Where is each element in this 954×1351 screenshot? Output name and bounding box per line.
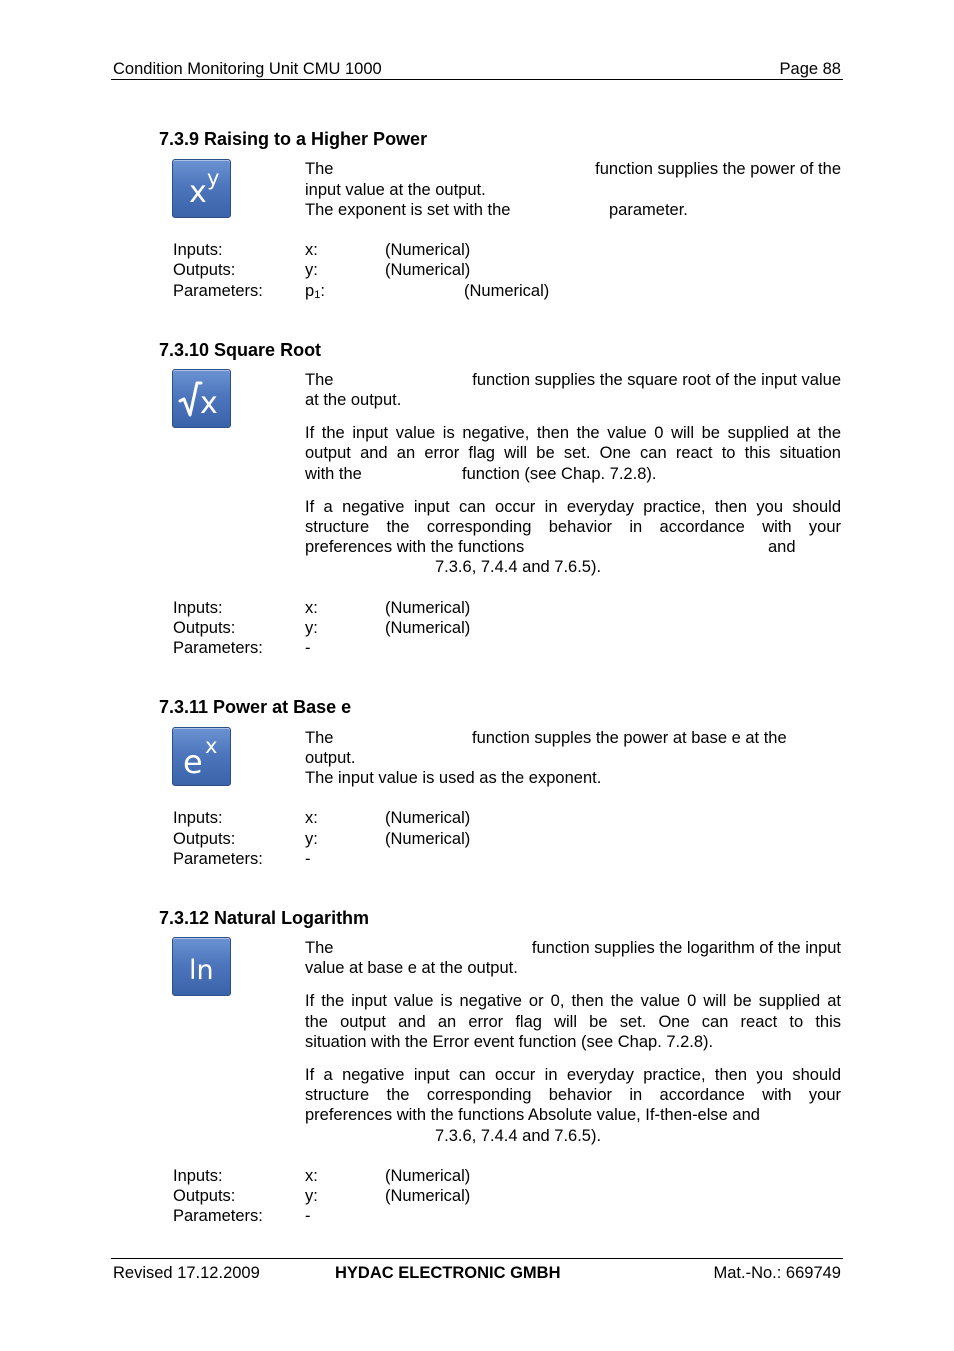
section-heading-7-3-10: 7.3.10 Square Root xyxy=(159,340,322,360)
exponential-e-x-icon xyxy=(172,727,231,786)
paragraph: output and an error flag will be set. One can react to this situation xyxy=(305,444,841,462)
header-title: Condition Monitoring Unit CMU 1000 xyxy=(113,60,382,78)
io-label: Parameters: xyxy=(173,282,263,300)
section-heading-7-3-9: 7.3.9 Raising to a Higher Power xyxy=(159,129,428,149)
svg-text:x: x xyxy=(205,734,218,758)
header-rule xyxy=(111,79,843,80)
paragraph: If a negative input can occur in everyday practice, then you should xyxy=(305,1066,841,1084)
io-var: x: xyxy=(305,1167,318,1185)
text-line: preferences with the functions xyxy=(305,538,525,556)
paragraph: structure the corresponding behavior in accordance with your xyxy=(305,518,841,536)
text-line: 7.3.6, 7.4.4 and 7.6.5). xyxy=(435,1127,602,1145)
text-line: The exponent is set with the xyxy=(305,201,511,219)
footer-matno: Mat.-No.: 669749 xyxy=(713,1264,841,1282)
text-line: function supplies the logarithm of the input xyxy=(531,939,841,957)
power-x-y-icon xyxy=(172,159,231,218)
paragraph: If a negative input can occur in everyday practice, then you should xyxy=(305,498,841,516)
square-root-icon xyxy=(172,369,231,428)
io-type: (Numerical) xyxy=(385,1167,471,1185)
io-type: (Numerical) xyxy=(385,809,471,827)
text-line: function (see Chap. 7.2.8). xyxy=(462,465,657,483)
text-line: function supples the power at base e at the xyxy=(472,729,787,747)
io-label: Inputs: xyxy=(173,599,223,617)
paragraph: structure the corresponding behavior in accordance with your xyxy=(305,1086,841,1104)
io-type: (Numerical) xyxy=(464,282,550,300)
paragraph: If the input value is negative, then the value 0 will be supplied at the xyxy=(305,424,841,442)
io-var: - xyxy=(305,1207,311,1225)
io-label: Outputs: xyxy=(173,830,236,848)
text-line: The xyxy=(305,160,334,178)
io-label: Inputs: xyxy=(173,1167,223,1185)
text-line: The xyxy=(305,939,334,957)
paragraph: If the input value is negative or 0, then the value 0 will be supplied at xyxy=(305,992,841,1010)
text-line: 7.3.6, 7.4.4 and 7.6.5). xyxy=(435,558,602,576)
section-heading-7-3-12: 7.3.12 Natural Logarithm xyxy=(159,908,370,928)
io-var: - xyxy=(305,639,311,657)
io-var: x: xyxy=(305,599,318,617)
text-line: output. xyxy=(305,749,356,767)
text-line: function supplies the power of the xyxy=(595,160,841,178)
io-label: Parameters: xyxy=(173,639,263,657)
io-type: (Numerical) xyxy=(385,1187,471,1205)
text-line: at the output. xyxy=(305,391,402,409)
footer-rule xyxy=(111,1258,843,1259)
page-number: Page 88 xyxy=(779,60,841,78)
text-line: input value at the output. xyxy=(305,181,486,199)
io-type: (Numerical) xyxy=(385,599,471,617)
io-var: y: xyxy=(305,1187,318,1205)
io-label: Outputs: xyxy=(173,261,236,279)
svg-text:y: y xyxy=(207,166,220,190)
io-label: Outputs: xyxy=(173,619,236,637)
section-heading-7-3-11: 7.3.11 Power at Base e xyxy=(159,697,352,717)
io-var: $p_1$: xyxy=(305,282,325,301)
io-type: (Numerical) xyxy=(385,261,471,279)
natural-log-ln-icon xyxy=(172,937,231,996)
io-var: y: xyxy=(305,619,318,637)
text-line: The xyxy=(305,729,334,747)
io-label: Parameters: xyxy=(173,850,263,868)
footer-revised: Revised 17.12.2009 xyxy=(113,1264,260,1282)
paragraph: the output and an error flag will be set. One can react to this xyxy=(305,1013,841,1031)
text-line: value at base e at the output. xyxy=(305,959,518,977)
svg-text:x: x xyxy=(200,386,218,421)
text-line: situation with the Error event function (see Chap. 7.2.8). xyxy=(305,1033,714,1051)
text-line: with the xyxy=(305,465,362,483)
io-var: y: xyxy=(305,261,318,279)
io-type: (Numerical) xyxy=(385,241,471,259)
text-line: The xyxy=(305,371,334,389)
text-line: preferences with the functions Absolute value, If-then-else and xyxy=(305,1106,760,1124)
text-line: parameter. xyxy=(609,201,688,219)
svg-text:ln: ln xyxy=(189,955,214,986)
io-var: x: xyxy=(305,809,318,827)
io-var: y: xyxy=(305,830,318,848)
io-type: (Numerical) xyxy=(385,619,471,637)
io-label: Inputs: xyxy=(173,809,223,827)
svg-text:x: x xyxy=(189,175,207,210)
io-label: Outputs: xyxy=(173,1187,236,1205)
io-var: - xyxy=(305,850,311,868)
svg-text:e: e xyxy=(183,743,203,781)
io-var: x: xyxy=(305,241,318,259)
io-label: Inputs: xyxy=(173,241,223,259)
io-type: (Numerical) xyxy=(385,830,471,848)
text-line: function supplies the square root of the input value xyxy=(472,371,841,389)
io-label: Parameters: xyxy=(173,1207,263,1225)
text-line: and xyxy=(768,538,796,556)
text-line: The input value is used as the exponent. xyxy=(305,769,602,787)
footer-company: HYDAC ELECTRONIC GMBH xyxy=(335,1264,561,1282)
